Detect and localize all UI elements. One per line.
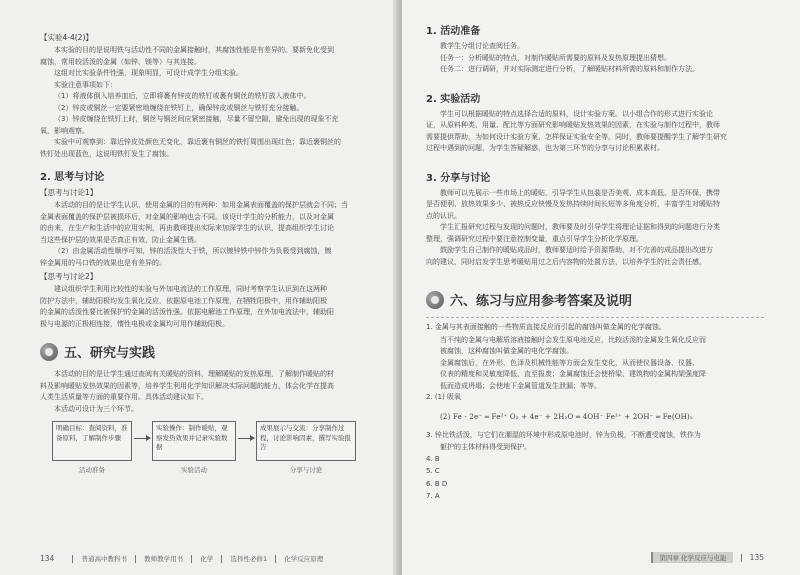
text-line: 防护方法中，辅助阳极均发生氧化反应，依据原电池工作原理，在牺牲阳极中，用作辅助阳极 [40,296,327,305]
footer-divider [741,554,742,562]
text-line: （3）锌皮缠绕在铁钉上时，铜丝与铜丝间应紧密接触，尽量不留空隙，避免出现的现象不充 [54,115,339,123]
section-heading-think: 2. 思考与讨论 [40,172,105,183]
text-line: （1）将液体倒入培养皿后，立即将裹有锌皮的铁钉或裹有铜丝的铁钉放入液体中。 [54,92,311,100]
text-line: 锌金属用的马口铁的效果也是有差异的。 [40,258,166,267]
text-line: （2）由金属活动性顺序可知，锌的活泼性大于铁，所以镀锌铁中锌作为负极受到腐蚀，镀 [54,247,332,255]
experiment-text [40,45,380,160]
footer-title: 化学反应原理 [284,555,324,563]
text-line: 腐蚀，常用较活泼的金属（如锌、镁等）与其连接。 [40,57,201,66]
text-line: 实验注意事项如下： [54,80,117,89]
text-line: 证，从原料种类、用量、配比等方面研究影响暖贴发热效果的因素，在实验与制作过程中，教师 [426,121,720,129]
text-line: 整理，强调研究过程中要注意控制变量，重点引导学生分析化学原理。 [426,234,643,243]
text-line: 低而造成坍塌；会使地下金属管道发生泄漏；等等。 [440,381,601,390]
think2-text [40,284,380,330]
text-line: 的由来，在生产和生活中的应用实例，再由教师提出实际来加深学生的认识，提高组织学生讨论 [40,224,334,232]
left-footer [40,554,323,563]
text-line: 学生汇报研究过程与发现的问题时，教师要及时引导学生将理论证据和得到的问题进行分类 [440,223,720,231]
footer-divider [191,555,192,563]
flow-box-preparation: 明确目标：查阅资料，准备原料，了解制作步骤 [52,421,132,461]
text-line: 建议组织学生利用比较性的实验与外加电流法的工作原理，同时考察学生认识到在这两种 [54,285,327,293]
right-page [402,0,800,575]
left-page [0,0,398,575]
section-title: 六、练习与应用参考答案及说明 [450,294,633,309]
heading-experiment: 2. 实验活动 [426,93,481,105]
text-line: （2）锌皮或铜丝一定要紧密地缠绕在铁钉上，确保锌皮或铜丝与铁钉充分接触。 [54,103,304,112]
think1-text [40,200,380,269]
text-line: 学生可以根据暖贴的特点选择合适的原料，设计实验方案。以小组合作的形式进行实验论 [440,109,713,118]
section-heading-answers [426,290,764,309]
flow-arrow [238,438,254,439]
answer-6: 6. B D [426,479,448,488]
think1-tag: 【思考与讨论1】 [40,188,98,197]
right-footer [651,552,764,563]
think2-tag: 【思考与讨论2】 [40,272,98,281]
text-line: 人类生活质量等方面的重要作用。具体活动建议如下。 [40,393,208,401]
text-line: 被腐蚀，这种腐蚀叫做金属的电化学腐蚀。 [440,347,573,355]
text-line: 教学生分组讨论查阅任务。 [440,42,524,50]
answer-5: 5. C [426,467,440,475]
heading-preparation: 1. 活动准备 [426,26,481,37]
text-line: 点的认识。 [426,211,461,220]
answer-1 [426,322,764,392]
text-line: 教师可以先展示一些市场上的暖贴，引导学生从包装是否美观、成本高低、是否环保、携带 [440,188,720,197]
text-line: 向的建议，同时启发学生思考暖贴用过之后内容物的处置方法，以培养学生的社会责任感。 [426,257,706,266]
section-bullet-icon [40,343,58,361]
flow-box-experiment: 实验操作：制作暖贴，观察发热效果并记录实验数据 [152,421,236,461]
answer-7: 7. A [426,492,440,500]
answer-2: 2. (1) 吸氧 [426,393,462,401]
text-line: 任务一：分析暖贴的特点，对制作暖贴所需要的原料及发热原理提出猜想。 [440,53,671,62]
chapter-label: 第四章 化学反应与电能 [651,552,732,563]
flow-caption: 分享与讨论 [289,466,323,474]
section-bullet-icon [426,291,444,309]
text-line: 本活动的目的是让学生认识，使用金属的目的有两种：如用金属表面覆盖的保护层就会不同；当 [54,201,348,209]
dashed-divider [426,317,764,318]
text-line: 鼓励学生自己制作的暖贴成品时，教师要适时给予资源帮助，对不完善的成品提出改进方 [440,246,713,254]
page-number: 134 [40,554,55,563]
text-line: 料及影响暖贴发热效果的因素等，培养学生利用化学知识解决实际问题的能力，体会化学在提高 [40,381,334,390]
flow-caption: 实验活动 [181,466,207,474]
text-line: 铁钉处出现蓝色，这说明铁钉发生了腐蚀。 [40,149,173,158]
text-line: 极与电源的正极相连接，惰性电极或金属均可用作辅助阳极。 [40,319,229,328]
page-number: 135 [749,553,764,562]
footer-divider [275,555,276,563]
flow-box-sharing: 成果展示与交流：分享制作过程，讨论影响因素，撰写实验报告 [256,421,356,461]
text-line: 是否便利、放热效果多少、被热反应快慢及发热持续时间长短等多角度分析，丰富学生对暖贴特 [426,200,720,208]
footer-subject: 化学 [200,555,214,563]
text-line: 金属表面覆盖的保护层被损坏后，对金属的影响也会不同。该设计学生的分析能力，以及对金属 [40,212,334,221]
experiment-tag: 【实验4-4(2)】 [40,33,93,42]
activity-flowchart [40,421,380,479]
text-line: 本活动的目的是让学生通过查阅有关暖贴的资料，理解暖贴的发热原理，了解制作暖贴的材 [54,370,334,378]
text-line: 需要提供帮助，为如何设计实验方案、怎样保证实验安全等。同时，教师要提醒学生了解学生研究 [426,132,727,141]
footer-divider [221,555,222,563]
footer-volume: 选择性必修1 [230,555,268,563]
heading-sharing: 3. 分享与讨论 [426,172,491,184]
text-line: 本活动可设计为三个环节。 [54,404,138,413]
text-line: 氧，影响观察。 [40,126,89,135]
footer-divider [72,555,73,563]
text-line: 本实验的目的是说明铁与活动性不同的金属接触时，其腐蚀性能是有差异的。要新免化受到 [54,46,334,54]
research-text [40,369,380,415]
text-line: 3. 锌比铁活泼，与它们在潮湿的环境中形成原电池时，锌为负极，不断遭受腐蚀，铁作为 [426,430,701,439]
text-line: 仪表的精度和灵敏度降低，直至报废；金属腐蚀还会使桥梁、建筑物的金属构架强度降 [440,370,706,378]
answer-2-equation: (2) Fe - 2e⁻ ═ Fe²⁺ O₂ + 4e⁻ + 2H₂O ═ 4OH⁻ Fe²⁺ + 2OH⁻ ═ Fe(OH)₂ [440,412,693,421]
section-heading-research [40,342,380,361]
text-line: 的金属的活泼性要比被保护的金属的活泼性强。依据电解池工作原理，在外加电流法中，辅助阳 [40,308,334,316]
flow-arrow [134,438,150,439]
text-line: 任务二：进行调研，并对实际测定进行分析，了解暖贴材料所需的原料和制作方法。 [440,65,699,73]
answer-4: 4. B [426,454,440,463]
text-line: 实验中可观察到：靠近锌皮处颜色无变化，靠近裹有铜丝的铁钉周围出现红色；靠近裹铜丝的 [54,138,341,146]
text-line: 这组对比实验条件性强，现象明显，可设计成学生分组实验。 [54,69,243,77]
text-line: 金属腐蚀后，在外形、色泽及机械性能等方面会发生变化，从而使仪器设备、仪器、 [440,358,699,367]
text-line: 1. 金属与其表面接触的一些物质直接反应而引起的腐蚀叫做金属的化学腐蚀。 [426,323,666,331]
text-line: 当不纯的金属与电解质溶液接触时会发生原电池反应，比较活泼的金属发生氧化反应而 [440,335,706,344]
footer-divider [135,555,136,563]
answer-3 [426,430,764,454]
text-line: 躯护的主体材料得受到保护。 [440,443,531,451]
flow-caption: 活动准备 [79,466,105,474]
footer-book: 普通高中教科书 [81,555,127,563]
text-line: 过程中遇到的问题，为学生答疑解惑，也为第三环节的分享与讨论积累素材。 [426,144,664,152]
section-title: 五、研究与实践 [64,346,156,361]
text-line: 当这些保护层的效果是否真正有效，防止金属生锈。 [40,235,201,244]
footer-guide: 教师教学用书 [144,555,184,563]
